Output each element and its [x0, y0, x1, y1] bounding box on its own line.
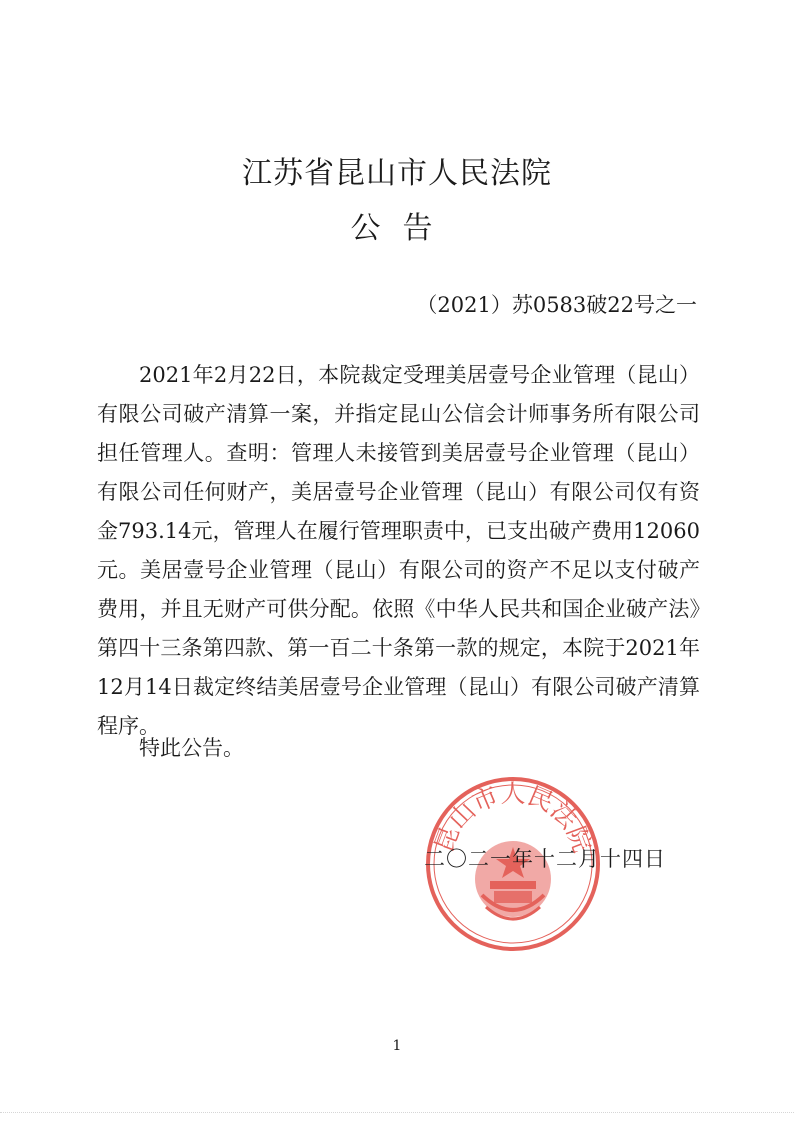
closing-line: 特此公告。	[139, 736, 244, 760]
bottom-scan-edge	[0, 1112, 794, 1115]
body-paragraph: 2021年2月22日，本院裁定受理美居壹号企业管理（昆山）有限公司破产清算一案，并指定昆山公信会计师事务所有限公司担任管理人。查明：管理人未接管到美居壹号企业管理（昆山）有限公司任何财产，美居壹号企业管理（昆山）有限公司仅有资金793.14元，管理人在履行管理职责中，已支出破产费用12060元。美居壹号企业管理（昆山）有限公司的资产不足以支付破产费用，并且无财产可供分配。依照《中华人民共和国企业破产法》第四十三条第四款、第一百二十条第一款的规定，本院于2021年12月14日裁定终结美居壹号企业管理（昆山）有限公司破产清算程序。	[97, 363, 700, 738]
announcement-body	[97, 356, 700, 746]
issue-date: 二〇二一年十二月十四日	[424, 847, 666, 871]
court-name: 江苏省昆山市人民法院	[242, 156, 552, 191]
case-number: （2021）苏0583破22号之一	[416, 293, 697, 317]
document-title: 公告	[350, 211, 455, 246]
seal-text: 昆山市人民法院	[428, 778, 598, 857]
page-number: 1	[392, 1038, 402, 1054]
